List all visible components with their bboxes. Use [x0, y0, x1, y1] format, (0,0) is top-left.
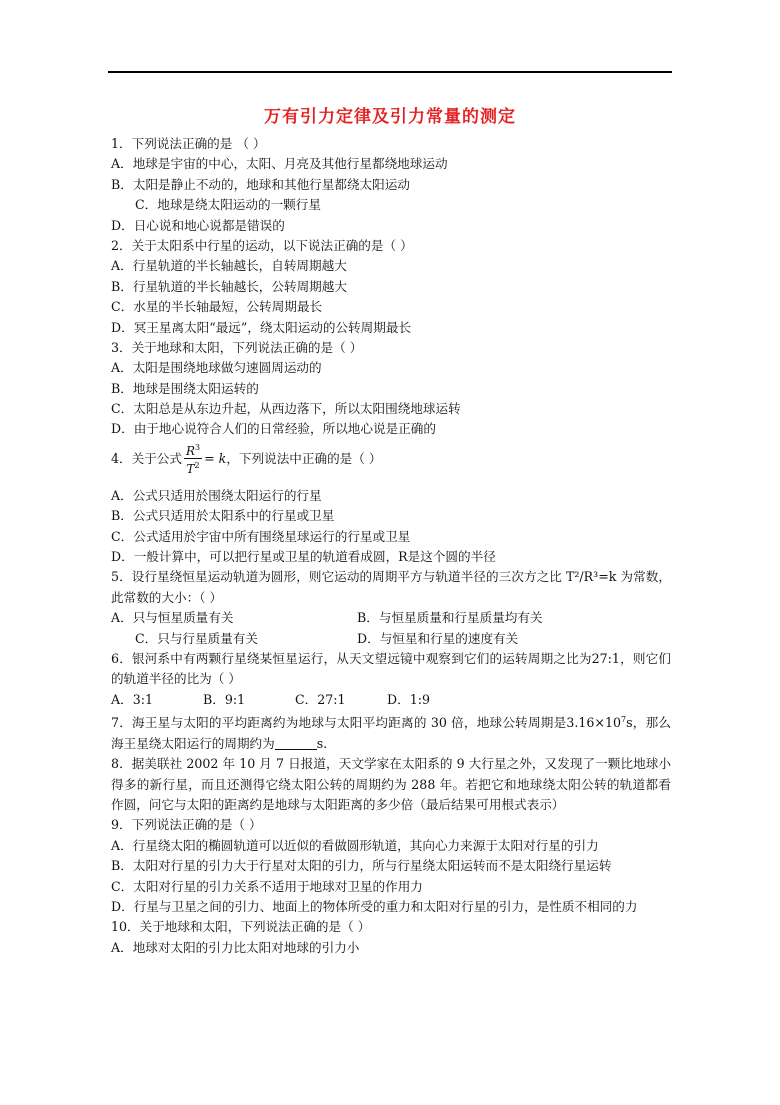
option-d: D．日心说和地心说都是错误的 — [111, 217, 285, 233]
option-a: A．只与恒星质量有关 — [111, 610, 234, 626]
option-c: C．只与行星质量有关 — [135, 630, 258, 646]
option-b: B．9:1 — [203, 691, 246, 707]
denominator-exponent: 2 — [194, 461, 200, 471]
question-stem: 1．下列说法正确的是 （ ） — [111, 136, 266, 151]
stem-prefix: 7．海王星与太阳的平均距离约为地球与太阳平均距离的 30 倍，地球公转周期是3.16×10 — [111, 715, 622, 731]
question-5 — [111, 567, 671, 649]
question-stem: 9．下列说法正确的是（ ） — [111, 817, 262, 833]
question-list — [111, 134, 671, 958]
stem-unit: s. — [316, 735, 328, 751]
option-c: C．地球是绕太阳运动的一颗行星 — [135, 197, 321, 213]
question-stem: 2．关于太阳系中行星的运动，以下说法正确的是（ ） — [111, 237, 413, 253]
answer-blank[interactable] — [275, 736, 317, 750]
option-d: D．与恒星和行星的速度有关 — [357, 630, 519, 646]
question-1 — [111, 134, 671, 236]
option-c: C．27:1 — [295, 691, 346, 707]
option-c: C．水星的半长轴最短，公转周期最长 — [111, 299, 323, 315]
option-d: D．由于地心说符合人们的日常经验，所以地心说是正确的 — [111, 421, 436, 437]
option-row — [111, 690, 671, 710]
option-c: C．太阳总是从东边升起，从西边落下，所以太阳围绕地球运转 — [111, 401, 461, 417]
formula-numerator: R — [185, 444, 196, 459]
option-b: B．行星轨道的半长轴越长，公转周期越大 — [111, 278, 347, 294]
option-a: A．地球是宇宙的中心，太阳、月亮及其他行星都绕地球运动 — [111, 156, 448, 172]
option-a: A．行星绕太阳的椭圆轨道可以近似的看做圆形轨道，其向心力来源于太阳对行星的引力 — [111, 837, 599, 853]
stem-exponent: 7 — [621, 715, 627, 725]
question-stem — [111, 442, 671, 476]
formula-denominator: T — [186, 462, 195, 477]
question-stem: 3．关于地球和太阳，下列说法正确的是（ ） — [111, 339, 363, 355]
formula-rhs: = k — [204, 450, 227, 466]
option-b: B．公式只适用於太阳系中的行星或卫星 — [111, 508, 335, 524]
kepler-formula — [184, 441, 202, 476]
option-a: A．太阳是围绕地球做匀速圆周运动的 — [111, 360, 322, 376]
question-8: 8．据美联社 2002 年 10 月 7 日报道，天文学家在太阳系的 9 大行星之外，又发现了一颗比地球小得多的新行星，而且还测得它绕太阳公转的周期约为 288 年。若把它和地球绕太阳公转的轨道都看作圆，问它与太阳的距离约是地球与太阳距离的多少倍（最后结果可用根式表示） — [111, 756, 671, 813]
header-rule — [108, 71, 672, 73]
question-stem: 6．银河系中有两颗行星绕某恒星运行，从天文望远镜中观察到它们的运转周期之比为27:1，则它们的轨道半径的比为（ ） — [111, 651, 671, 687]
numerator-exponent: 3 — [195, 443, 201, 453]
option-d: D．1:9 — [387, 691, 430, 707]
stem-prefix: 4．关于公式 — [111, 450, 182, 466]
stem-suffix: ，下列说法中正确的是（ ） — [226, 450, 382, 466]
option-a: A．3:1 — [111, 691, 153, 707]
option-c: C．公式适用於宇宙中所有围绕星球运行的行星或卫星 — [111, 528, 411, 544]
question-9 — [111, 815, 671, 917]
option-d: D．一般计算中，可以把行星或卫星的轨道看成圆，R是这个圆的半径 — [111, 549, 496, 565]
option-d: D．冥王星离太阳“最远”，绕太阳运动的公转周期最长 — [111, 319, 412, 335]
option-b: B．地球是围绕太阳运转的 — [111, 380, 259, 396]
option-a: A．地球对太阳的引力比太阳对地球的引力小 — [111, 939, 360, 955]
question-10 — [111, 917, 671, 958]
question-stem: 5．设行星绕恒星运动轨道为圆形，则它运动的周期平方与轨道半径的三次方之比 T²/R³=k 为常数，此常数的大小：（ ） — [111, 569, 671, 605]
option-row — [111, 629, 671, 649]
question-stem: 10．关于地球和太阳，下列说法正确的是（ ） — [111, 919, 371, 935]
question-4 — [111, 442, 671, 568]
page-title: 万有引力定律及引力常量的测定 — [264, 107, 516, 127]
option-b: B．太阳对行星的引力大于行星对太阳的引力，所与行星绕太阳运转而不是太阳绕行星运转 — [111, 858, 612, 874]
option-b: B．太阳是静止不动的，地球和其他行星都绕太阳运动 — [111, 176, 410, 192]
question-6 — [111, 649, 671, 710]
option-row — [111, 608, 671, 628]
option-a: A．行星轨道的半长轴越长，自转周期越大 — [111, 258, 347, 274]
option-a: A．公式只适用於围绕太阳运行的行星 — [111, 487, 322, 503]
stem-suffix: s，那么海王星绕太阳运行的周期约为 — [111, 715, 671, 751]
question-3 — [111, 338, 671, 440]
option-b: B．与恒星质量和行星质量均有关 — [357, 610, 543, 626]
option-d: D．行星与卫星之间的引力、地面上的物体所受的重力和太阳对行星的引力，是性质不相同的力 — [111, 899, 638, 914]
question-2 — [111, 236, 671, 338]
question-7 — [111, 710, 671, 754]
option-c: C．太阳对行星的引力关系不适用于地球对卫星的作用力 — [111, 878, 423, 894]
